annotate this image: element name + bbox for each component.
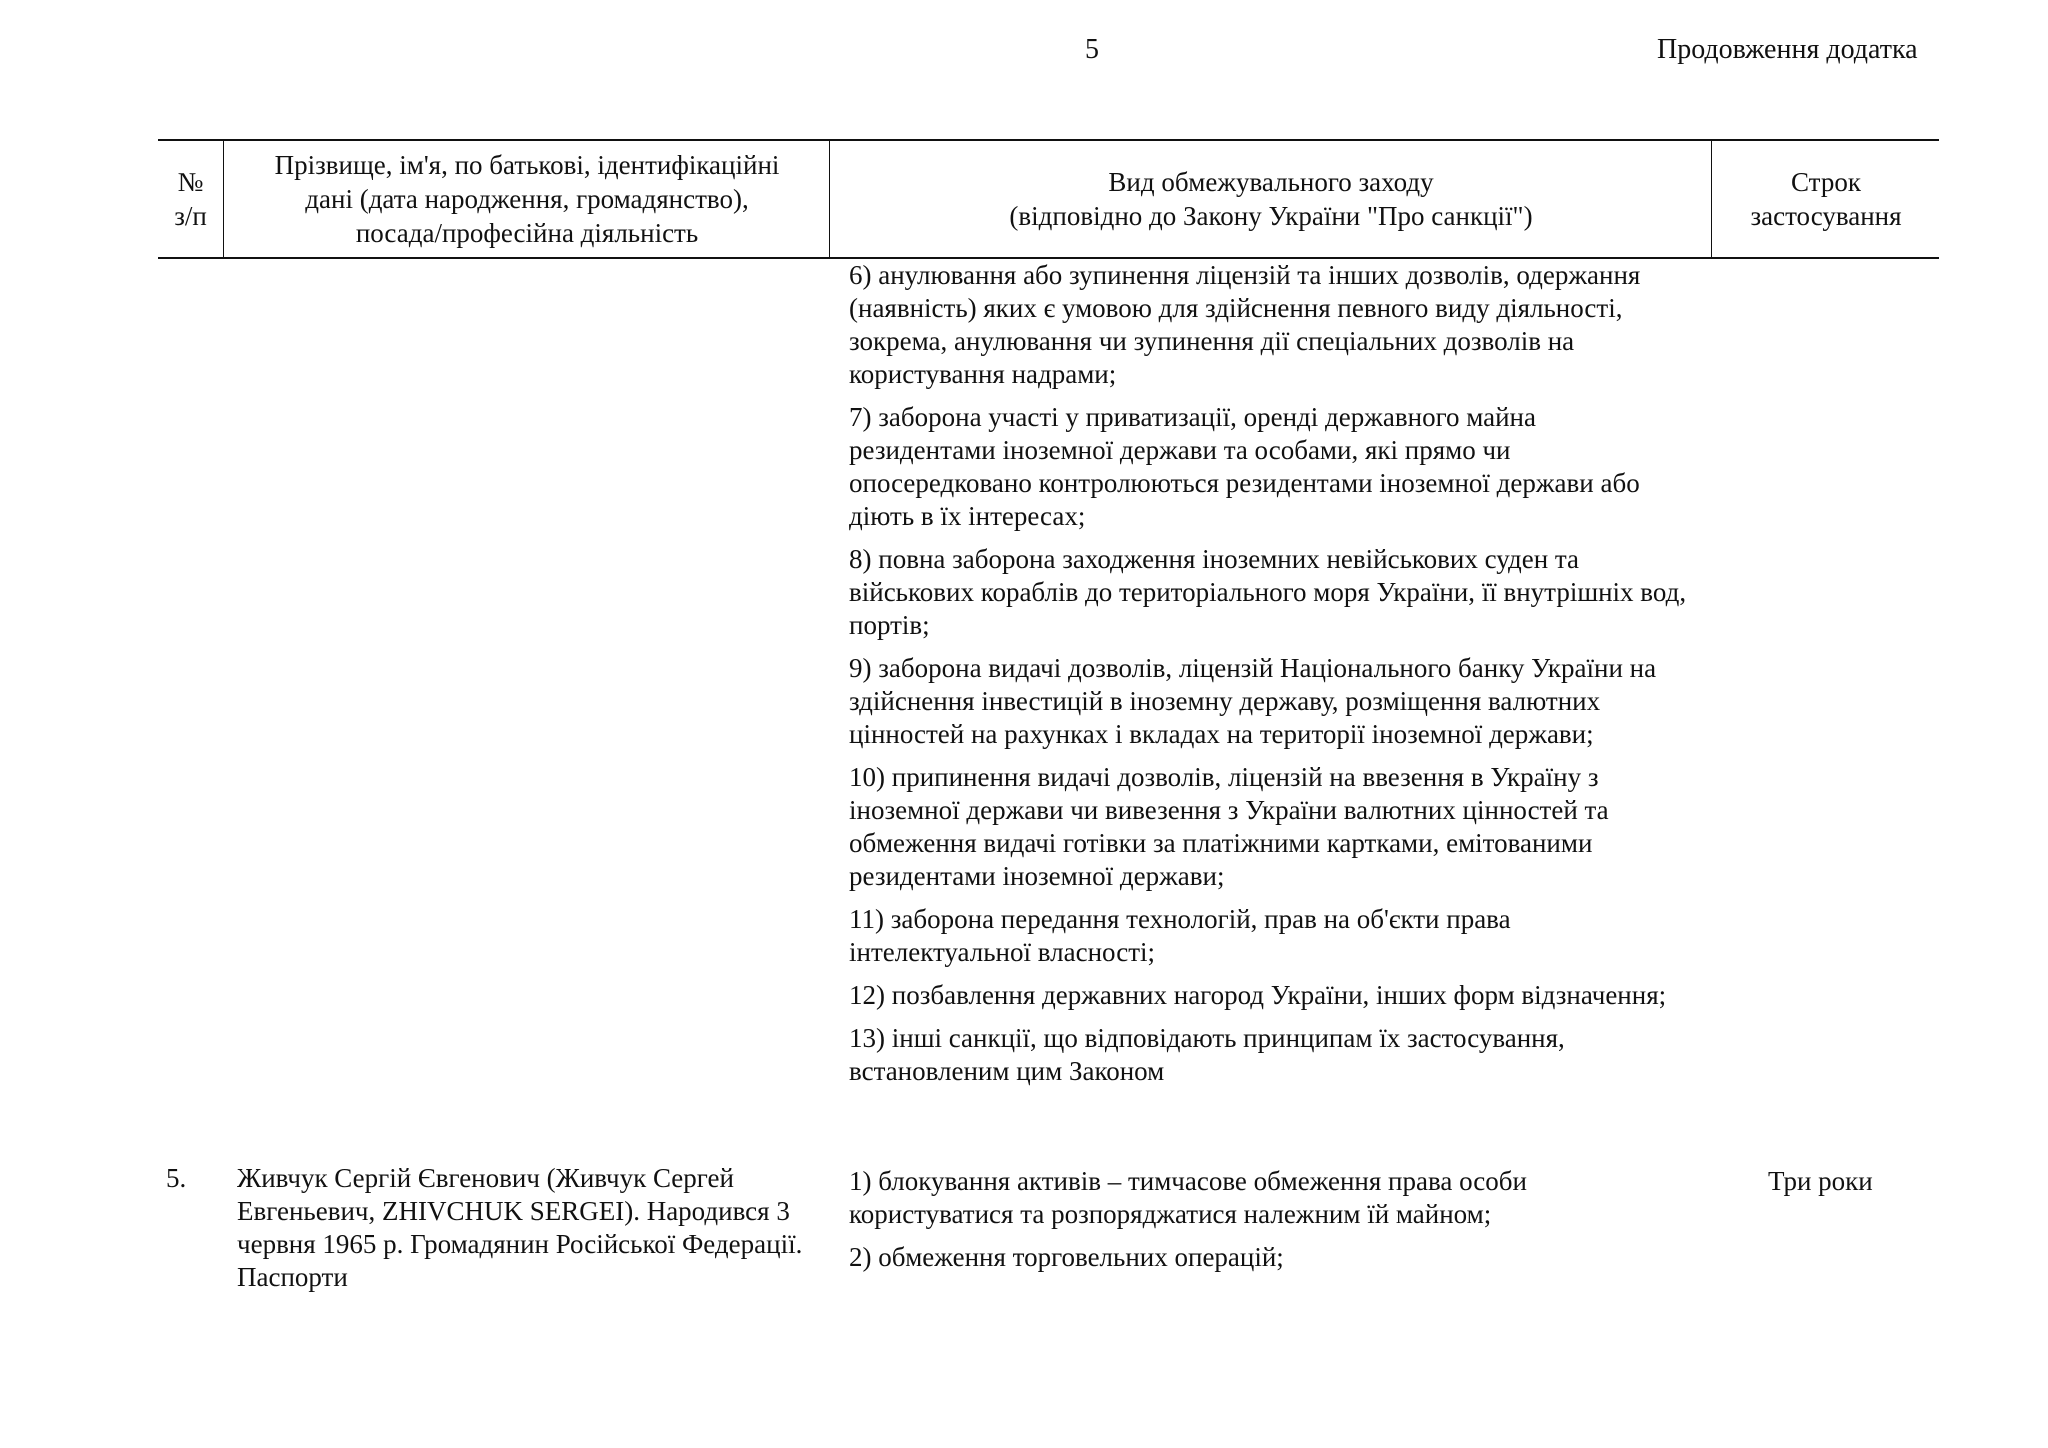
measure-item: 11) заборона передання технологій, прав на об'єкти права інтелектуальної власності; xyxy=(849,904,1511,967)
header-person-label: Прізвище, ім'я, по батькові, ідентифікаційні дані (дата народження, громадянство), посада/професійна діяльність xyxy=(274,150,780,248)
measure-item: 9) заборона видачі дозволів, ліцензій Національного банку України на здійснення інвестицій в іноземну державу, розміщення валютних цінностей на рахунках і вкладах на території іноземної держави; xyxy=(849,653,1657,749)
sanctions-table xyxy=(158,139,1939,259)
header-cell-term xyxy=(1711,141,1940,257)
measure-item: 2) обмеження торговельних операцій; xyxy=(849,1242,1284,1272)
header-number-label: № з/п xyxy=(174,167,207,231)
measure-item: 12) позбавлення державних нагород України, інших форм відзначення; xyxy=(849,980,1667,1010)
measure-item: 7) заборона участі у приватизації, оренді державного майна резидентами іноземної держави та особами, які прямо чи опосередковано контролюються резидентами іноземної держави або діють в їх інтересах; xyxy=(849,402,1640,531)
person-details: Живчук Сергій Євгенович (Живчук Сергей Евгеньевич, ZHIVCHUK SERGEI). Народився 3 червня 1965 р. Громадянин Російської Федерації. Паспорти xyxy=(237,1163,803,1292)
row-number: 5. xyxy=(166,1163,187,1193)
continued-measures-list xyxy=(849,259,1689,1098)
header-cell-measure xyxy=(829,141,1712,257)
measure-item: 8) повна заборона заходження іноземних невійськових суден та військових кораблів до територіального моря України, її внутрішніх вод, портів; xyxy=(849,544,1687,640)
measure-item: 6) анулювання або зупинення ліцензій та інших дозволів, одержання (наявність) яких є умовою для здійснення певного виду діяльності, зокрема, анулювання чи зупинення дії спеціальних дозволів на користування надрами; xyxy=(849,260,1641,389)
measure-item: 10) припинення видачі дозволів, ліцензій на ввезення в Україну з іноземної держави чи вивезення з України валютних цінностей та обмеження видачі готівки за платіжними картками, емітованими резидентами іноземної держави; xyxy=(849,762,1609,891)
sanction-term: Три роки xyxy=(1768,1166,1873,1196)
header-term-label: Строк застосування xyxy=(1750,167,1902,231)
page-number: 5 xyxy=(1085,34,1099,65)
measure-item: 13) інші санкції, що відповідають принципам їх застосування, встановленим цим Законом xyxy=(849,1023,1565,1086)
row-measures-list xyxy=(849,1165,1689,1284)
table-header xyxy=(158,139,1939,259)
header-measure-label: Вид обмежувального заходу (відповідно до Закону України "Про санкції") xyxy=(1009,167,1533,231)
header-cell-number xyxy=(158,141,223,257)
measure-item: 1) блокування активів – тимчасове обмеження права особи користуватися та розпоряджатися належним їй майном; xyxy=(849,1166,1527,1229)
header-cell-person xyxy=(223,141,830,257)
continuation-label: Продовження додатка xyxy=(1657,34,1918,65)
